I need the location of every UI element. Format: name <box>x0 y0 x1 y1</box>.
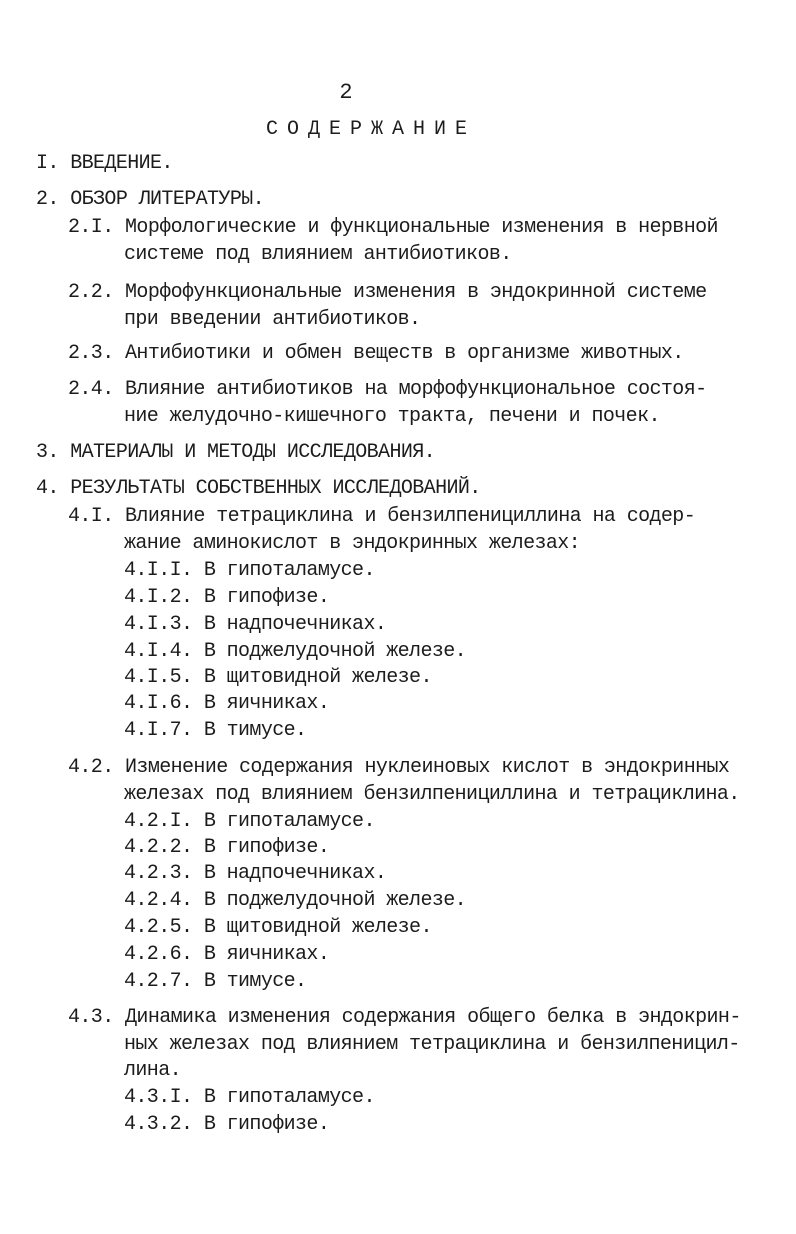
toc-subsection: 4.2.5. В щитовидной железе. <box>124 916 432 939</box>
toc-subsection: 4.I.5. В щитовидной железе. <box>124 666 432 689</box>
page-number: 2 <box>339 80 353 105</box>
toc-subsection: 4.I.4. В поджелудочной железе. <box>124 640 467 663</box>
toc-section-2-4-continued: ние желудочно-кишечного тракта, печени и почек. <box>124 405 660 428</box>
toc-subsection: 4.2.3. В надпочечниках. <box>124 862 387 885</box>
toc-section-3: 3. МАТЕРИАЛЫ И МЕТОДЫ ИССЛЕДОВАНИЯ. <box>36 441 436 464</box>
toc-section-4-1: 4.I. Влияние тетрациклина и бензилпенициллина на содер- <box>68 505 696 528</box>
toc-section-2-1: 2.I. Морфологические и функциональные изменения в нервной <box>68 216 718 239</box>
toc-section-2-4: 2.4. Влияние антибиотиков на морфофункциональное состоя- <box>68 378 707 401</box>
toc-subsection: 4.2.7. В тимусе. <box>124 970 307 993</box>
toc-section-4-3-continued: ных железах под влиянием тетрациклина и бензилпеницил- <box>124 1033 740 1056</box>
toc-subsection: 4.I.2. В гипофизе. <box>124 586 330 609</box>
toc-subsection: 4.2.2. В гипофизе. <box>124 836 330 859</box>
toc-subsection: 4.3.2. В гипофизе. <box>124 1113 330 1136</box>
toc-subsection: 4.2.4. В поджелудочной железе. <box>124 889 467 912</box>
toc-subsection: 4.I.6. В яичниках. <box>124 692 330 715</box>
toc-subsection: 4.2.6. В яичниках. <box>124 943 330 966</box>
toc-section-4-3: 4.3. Динамика изменения содержания общего белка в эндокрин- <box>68 1006 741 1029</box>
toc-subsection: 4.2.I. В гипоталамусе. <box>124 810 375 833</box>
toc-subsection: 4.3.I. В гипоталамусе. <box>124 1086 375 1109</box>
toc-section-2-1-continued: системе под влиянием антибиотиков. <box>124 243 512 266</box>
toc-subsection: 4.I.3. В надпочечниках. <box>124 613 387 636</box>
toc-section-2-2-continued: при введении антибиотиков. <box>124 308 421 331</box>
toc-section-4-2: 4.2. Изменение содержания нуклеиновых кислот в эндокринных <box>68 756 730 779</box>
toc-section-2-3: 2.3. Антибиотики и обмен веществ в организме животных. <box>68 342 684 365</box>
toc-subsection: 4.I.I. В гипоталамусе. <box>124 559 375 582</box>
toc-section-1: I. ВВЕДЕНИЕ. <box>36 152 173 175</box>
toc-section-2: 2. ОБЗОР ЛИТЕРАТУРЫ. <box>36 188 265 211</box>
toc-subsection: 4.I.7. В тимусе. <box>124 719 307 742</box>
toc-section-4: 4. РЕЗУЛЬТАТЫ СОБСТВЕННЫХ ИССЛЕДОВАНИЙ. <box>36 477 481 500</box>
toc-section-4-3-continued: лина. <box>124 1059 182 1082</box>
toc-section-4-1-continued: жание аминокислот в эндокринных железах: <box>124 532 581 555</box>
toc-section-2-2: 2.2. Морфофункциональные изменения в эндокринной системе <box>68 281 707 304</box>
page-title: СОДЕРЖАНИЕ <box>265 118 477 141</box>
toc-section-4-2-continued: железах под влиянием бензилпенициллина и тетрациклина. <box>124 783 740 806</box>
